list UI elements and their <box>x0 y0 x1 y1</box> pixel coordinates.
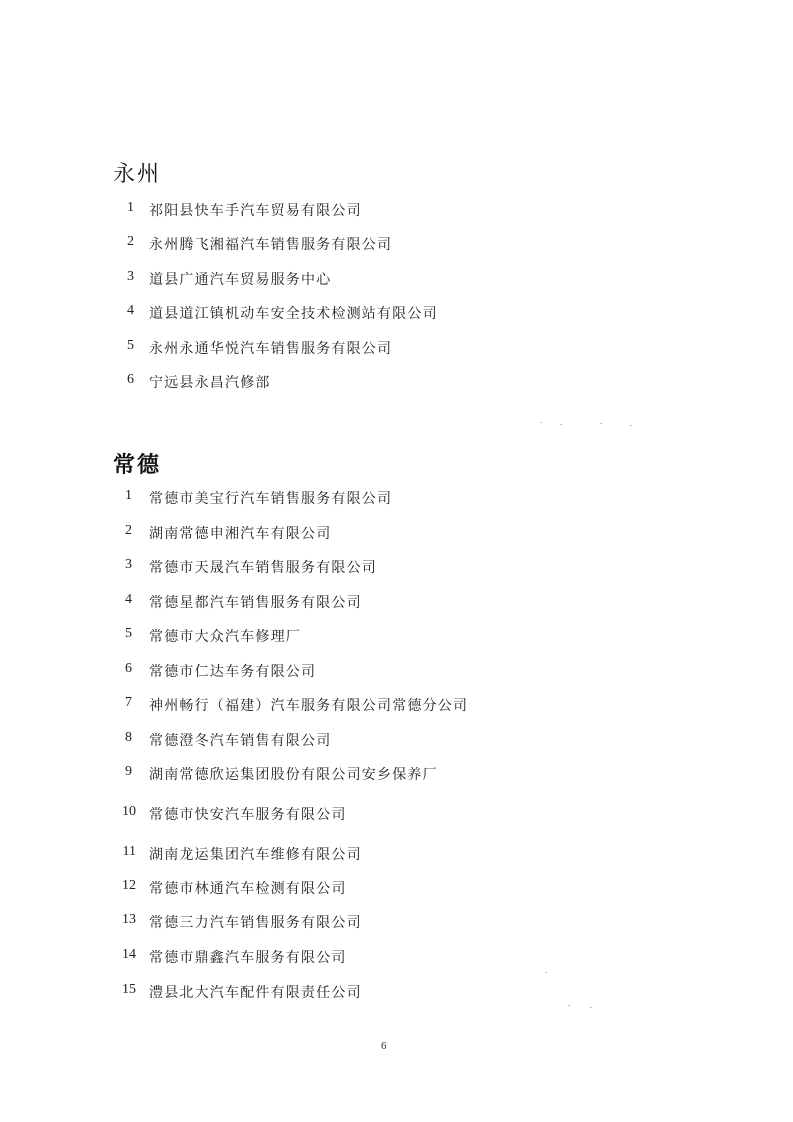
item-number: 3 <box>125 557 132 572</box>
scan-speck <box>568 1005 570 1006</box>
item-number: 6 <box>125 661 132 676</box>
company-name: 常德市鼎鑫汽车服务有限公司 <box>149 950 347 966</box>
company-name: 道县广通汽车贸易服务中心 <box>149 272 332 288</box>
item-number: 3 <box>127 269 134 284</box>
item-number: 5 <box>125 626 132 641</box>
scan-speck <box>590 1007 592 1008</box>
company-name: 湖南龙运集团汽车维修有限公司 <box>149 847 362 863</box>
company-name: 道县道江镇机动车安全技术检测站有限公司 <box>149 306 438 322</box>
page-number-text: 6 <box>381 1040 387 1052</box>
item-number: 4 <box>127 303 134 318</box>
company-name: 常德市快安汽车服务有限公司 <box>149 807 347 823</box>
section-title-changde: 常德 <box>113 452 162 478</box>
scan-speck <box>560 424 562 425</box>
scan-speck <box>540 422 542 423</box>
company-name: 宁远县永昌汽修部 <box>149 375 271 391</box>
item-number: 15 <box>122 982 136 997</box>
item-number: 12 <box>122 878 136 893</box>
item-number: 11 <box>122 844 136 859</box>
item-number: 4 <box>125 592 132 607</box>
item-number: 8 <box>125 730 132 745</box>
item-number: 2 <box>125 523 132 538</box>
company-name: 常德市仁达车务有限公司 <box>149 664 317 680</box>
item-number: 14 <box>122 947 136 962</box>
company-name: 湖南常德申湘汽车有限公司 <box>149 526 332 542</box>
company-name: 澧县北大汽车配件有限责任公司 <box>149 985 362 1001</box>
company-name: 常德市林通汽车检测有限公司 <box>149 881 347 897</box>
item-number: 2 <box>127 234 134 249</box>
item-number: 5 <box>127 338 134 353</box>
company-name: 神州畅行（福建）汽车服务有限公司常德分公司 <box>149 698 469 714</box>
scan-speck <box>600 423 602 424</box>
company-name: 常德市美宝行汽车销售服务有限公司 <box>149 491 393 507</box>
company-name: 常德星都汽车销售服务有限公司 <box>149 595 362 611</box>
section-title-yongzhou: 永州 <box>113 162 162 187</box>
company-name: 祁阳县快车手汽车贸易有限公司 <box>149 203 362 219</box>
company-name: 常德市大众汽车修理厂 <box>149 629 301 645</box>
item-number: 10 <box>122 804 136 819</box>
company-name: 常德澄冬汽车销售有限公司 <box>149 733 332 749</box>
item-number: 1 <box>125 488 132 503</box>
item-number: 7 <box>125 695 132 710</box>
scan-speck <box>630 425 632 426</box>
item-number: 6 <box>127 372 134 387</box>
company-name: 湖南常德欣运集团股份有限公司安乡保养厂 <box>149 767 438 783</box>
item-number: 1 <box>127 200 134 215</box>
item-number: 13 <box>122 912 136 927</box>
company-name: 永州永通华悦汽车销售服务有限公司 <box>149 341 393 357</box>
item-number: 9 <box>125 764 132 779</box>
company-name: 常德市天晟汽车销售服务有限公司 <box>149 560 377 576</box>
scan-speck <box>545 972 547 973</box>
company-name: 永州腾飞湘福汽车销售服务有限公司 <box>149 237 393 253</box>
company-name: 常德三力汽车销售服务有限公司 <box>149 915 362 931</box>
